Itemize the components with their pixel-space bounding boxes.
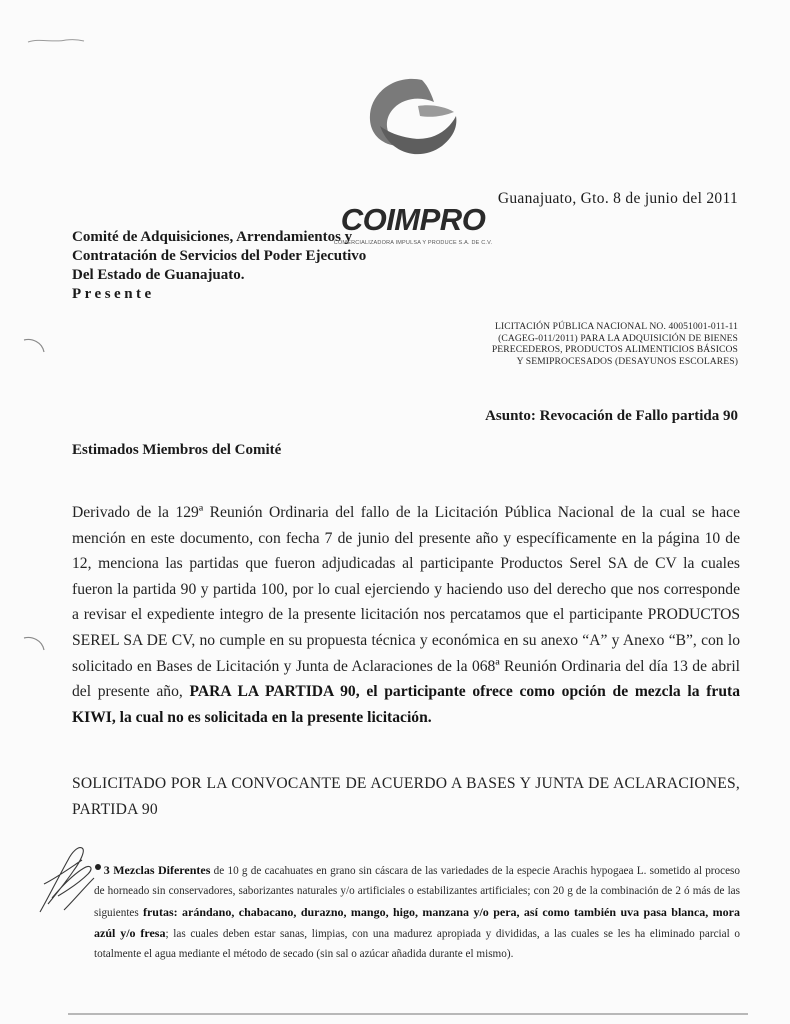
body-bold-text: PARA LA PARTIDA 90, el participante ofrece como opción de mezcla la fruta KIWI, la cual no es solicitada en la presente licitación. bbox=[72, 683, 740, 726]
item-description bbox=[94, 860, 740, 964]
hole-punch-mark-icon bbox=[22, 336, 48, 360]
addressee-line: Del Estado de Guanajuato. bbox=[72, 267, 245, 283]
signature-scribble-icon bbox=[34, 838, 104, 918]
solicitado-heading: SOLICITADO POR LA CONVOCANTE DE ACUERDO A BASES Y JUNTA DE ACLARACIONES, PARTIDA 90 bbox=[72, 775, 740, 818]
subject-line: Asunto: Revocación de Fallo partida 90 bbox=[485, 408, 738, 424]
addressee-presente: Presente bbox=[72, 286, 155, 302]
reference-block bbox=[438, 321, 738, 367]
scan-artifact-top-left bbox=[26, 36, 86, 46]
reference-line: LICITACIÓN PÚBLICA NACIONAL NO. 40051001-011-11 bbox=[495, 321, 738, 332]
item-text: de 10 g de cacahuates en grano sin cáscara de las variedades de la especie Arachis hypogaea L. sometido al proceso de horneado sin conservadores, saborizantes naturales y/o artificiales o estabilizantes artificiales; con 20 g de la combinación de 2 ó más de las siguientes bbox=[94, 865, 741, 919]
company-logo bbox=[318, 76, 508, 246]
item-text: ; las cuales deben estar sanas, limpias, con una madurez apropiada y divididas, a las cuales se les ha eliminado parcial o totalmente el agua mediante el método de secado (sin sal o azúcar añadida durante el mismo). bbox=[94, 927, 740, 961]
addressee-line: Contratación de Servicios del Poder Ejecutivo bbox=[72, 248, 367, 264]
addressee-block bbox=[72, 228, 366, 304]
body-text: Derivado de la 129ª Reunión Ordinaria del fallo de la Licitación Pública Nacional de la cual se hace mención en este documento, con fecha 7 de junio del presente año y específicamente en la página 10 de 12, menciona las partidas que fueron adjudicadas al participante Productos Serel SA de CV la cuales fueron la partida 90 y partida 100, por lo cual ejerciendo y haciendo uso del derecho que nos corresponde a revisar el expediente integro de la presente licitación nos percatamos que el participante PRODUCTOS SEREL SA DE CV, no cumple en su propuesta técnica y económica en su anexo “A” y Anexo “B”, con lo solicitado en Bases de Licitación y Junta de Aclaraciones de la 068ª Reunión Ordinaria del día 13 de abril del presente año, bbox=[72, 504, 740, 701]
logo-wordmark: COIMPRO bbox=[340, 202, 486, 237]
letter-date: Guanajuato, Gto. 8 de junio del 2011 bbox=[497, 190, 738, 207]
greeting: Estimados Miembros del Comité bbox=[72, 442, 282, 458]
item-lead-bold: 3 Mezclas Diferentes bbox=[103, 863, 211, 877]
body-paragraph bbox=[72, 500, 740, 730]
hole-punch-mark-icon bbox=[22, 634, 48, 658]
bottom-divider bbox=[68, 1013, 748, 1015]
logo-tagline: COMERCIALIZADORA IMPULSA Y PRODUCE S.A. DE C.V. bbox=[333, 240, 493, 246]
reference-line: PERECEDEROS, PRODUCTOS ALIMENTICIOS BÁSICOS bbox=[491, 344, 738, 355]
addressee-line: Comité de Adquisiciones, Arrendamientos y bbox=[72, 229, 353, 245]
coimpro-swoosh-icon bbox=[360, 76, 466, 194]
item-fruits-bold: frutas: arándano, chabacano, durazno, mango, higo, manzana y/o pera, así como también uva pasa blanca, mora azúl y/o fresa bbox=[94, 904, 740, 940]
reference-line: (CAGEG-011/2011) PARA LA ADQUISICIÓN DE BIENES bbox=[498, 332, 738, 344]
reference-line: Y SEMIPROCESADOS (DESAYUNOS ESCOLARES) bbox=[516, 355, 738, 367]
